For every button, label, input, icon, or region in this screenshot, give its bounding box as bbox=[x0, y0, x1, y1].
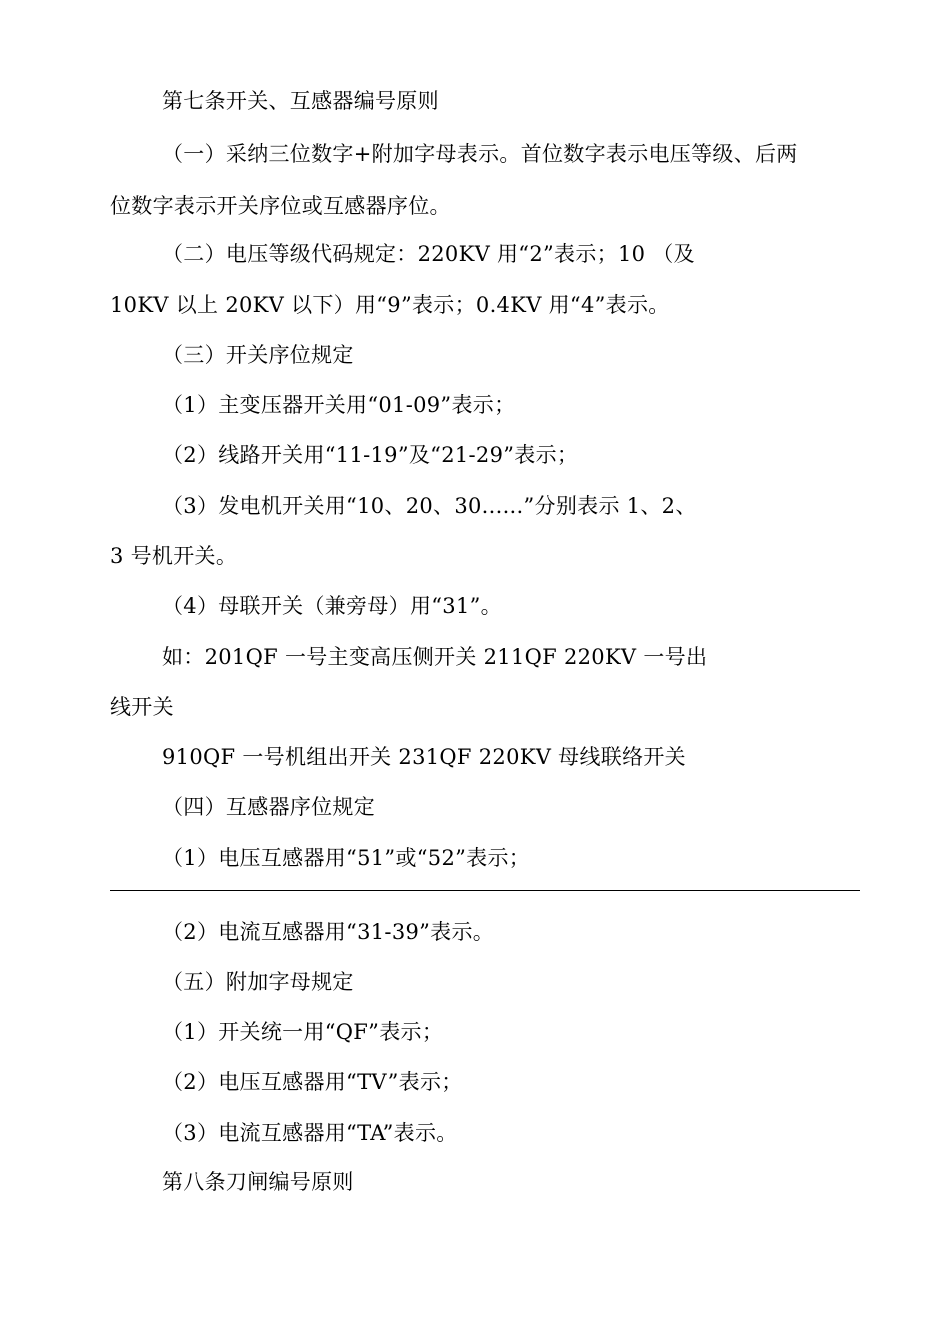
section-heading: （五）附加字母规定 bbox=[162, 970, 354, 994]
section-heading: （四）互感器序位规定 bbox=[162, 795, 375, 819]
list-item: （2）电流互感器用“31-39”表示。 bbox=[162, 920, 495, 944]
article-8-heading: 第八条刀闸编号原则 bbox=[162, 1170, 354, 1194]
paragraph-line: （二）电压等级代码规定：220KV 用“2”表示；10 （及 bbox=[162, 242, 695, 266]
list-item: （2）线路开关用“11-19”及“21-29”表示； bbox=[162, 443, 579, 467]
list-item: （2）电压互感器用“TV”表示； bbox=[162, 1070, 463, 1094]
article-7-heading: 第七条开关、互感器编号原则 bbox=[162, 89, 439, 113]
example-line: 线开关 bbox=[110, 695, 174, 719]
list-item: （1）电压互感器用“51”或“52”表示； bbox=[162, 846, 531, 870]
paragraph-line: 3 号机开关。 bbox=[110, 544, 238, 568]
example-line: 910QF 一号机组出开关 231QF 220KV 母线联络开关 bbox=[162, 745, 686, 769]
section-heading: （三）开关序位规定 bbox=[162, 343, 354, 367]
paragraph-line: 10KV 以上 20KV 以下）用“9”表示；0.4KV 用“4”表示。 bbox=[110, 293, 670, 317]
list-item: （4）母联开关（兼旁母）用“31”。 bbox=[162, 594, 502, 618]
example-line: 如：201QF 一号主变高压侧开关 211QF 220KV 一号出 bbox=[162, 645, 708, 669]
list-item: （1）主变压器开关用“01-09”表示； bbox=[162, 393, 516, 417]
list-item: （3）发电机开关用“10、20、30......”分别表示 1、2、 bbox=[162, 494, 697, 518]
page-divider bbox=[110, 890, 860, 891]
list-item: （3）电流互感器用“TA”表示。 bbox=[162, 1121, 458, 1145]
paragraph-line: 位数字表示开关序位或互感器序位。 bbox=[110, 194, 451, 218]
list-item: （1）开关统一用“QF”表示； bbox=[162, 1020, 444, 1044]
paragraph-line: （一）采纳三位数字+附加字母表示。首位数字表示电压等级、后两 bbox=[162, 142, 798, 166]
